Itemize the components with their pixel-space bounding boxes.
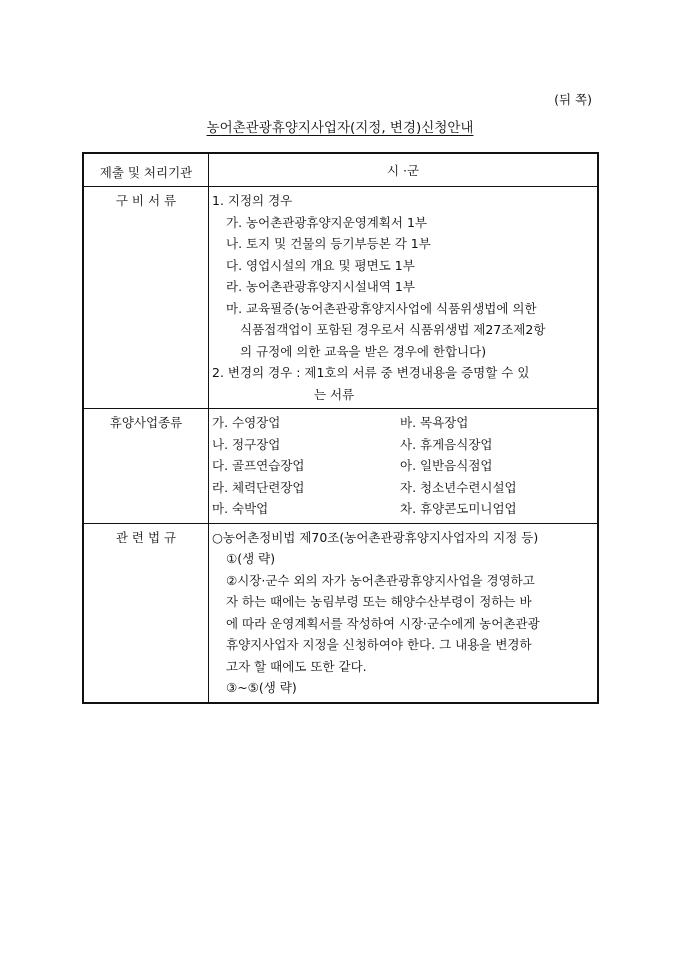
authority-row <box>83 153 598 187</box>
regulation-line: 에 따라 운영계획서를 작성하여 시장·군수에게 농어촌관광 <box>226 615 540 631</box>
regulation-line: 고자 할 때에도 또한 같다. <box>226 658 367 674</box>
documents-line: 1. 지정의 경우 <box>212 193 293 208</box>
application-guide-table <box>82 152 599 704</box>
business-type-item: 사. 휴게음식장업 <box>400 436 493 452</box>
business-type-item: 라. 체력단련장업 <box>212 479 305 495</box>
documents-line: 는 서류 <box>314 386 355 402</box>
regulation-line: ③~⑤(생 략) <box>226 680 297 695</box>
documents-label: 구 비 서 류 <box>83 187 209 409</box>
authority-value: 시 ·군 <box>209 153 599 187</box>
documents-line: 의 규정에 의한 교육을 받은 경우에 한합니다) <box>240 343 487 359</box>
business-type-item: 아. 일반음식점업 <box>400 458 493 473</box>
business-type-item: 마. 숙박업 <box>212 501 269 516</box>
documents-cell <box>209 187 599 409</box>
documents-line: 2. 변경의 경우 : 제1호의 서류 중 변경내용을 증명할 수 있 <box>212 365 530 380</box>
page-side-label: (뒤 쪽) <box>554 92 592 107</box>
regulations-label: 관 련 법 규 <box>83 523 209 703</box>
document-title: 농어촌관광휴양지사업자(지정, 변경)신청안내 <box>206 120 474 136</box>
documents-line: 나. 토지 및 건물의 등기부등본 각 1부 <box>226 236 431 251</box>
regulations-cell <box>209 523 599 703</box>
business-types-cell <box>209 409 599 524</box>
documents-line: 라. 농어촌관광휴양지시설내역 1부 <box>226 279 415 294</box>
regulation-line: ①(생 략) <box>226 551 276 566</box>
business-type-item: 자. 청소년수련시설업 <box>400 479 517 495</box>
business-types-label: 휴양사업종류 <box>83 409 209 524</box>
regulation-line: ○농어촌정비법 제70조(농어촌관광휴양지사업자의 지정 등) <box>212 529 539 545</box>
business-type-item: 가. 수영장업 <box>212 415 281 430</box>
documents-line: 다. 영업시설의 개요 및 평면도 1부 <box>226 257 415 273</box>
documents-line: 가. 농어촌관광휴양지운영계획서 1부 <box>226 214 427 230</box>
business-type-item: 다. 골프연습장업 <box>212 458 305 473</box>
authority-label: 제출 및 처리기관 <box>83 153 209 187</box>
business-types-row <box>83 409 598 524</box>
documents-line: 식품접객업이 포함된 경우로서 식품위생법 제27조제2항 <box>240 322 546 337</box>
business-type-item: 나. 정구장업 <box>212 436 281 452</box>
documents-row <box>83 187 598 409</box>
regulations-row <box>83 523 598 703</box>
regulation-line: 자 하는 때에는 농림부령 또는 해양수산부령이 정하는 바 <box>226 594 532 609</box>
business-type-item: 차. 휴양콘도미니엄업 <box>400 501 517 516</box>
regulation-line: 휴양지사업자 지정을 신청하여야 한다. 그 내용을 변경하 <box>226 637 532 652</box>
business-type-item: 바. 목욕장업 <box>400 415 469 430</box>
documents-line: 마. 교육필증(농어촌관광휴양지사업에 식품위생법에 의한 <box>226 300 537 316</box>
regulation-line: ②시장·군수 외의 자가 농어촌관광휴양지사업을 경영하고 <box>226 572 535 588</box>
